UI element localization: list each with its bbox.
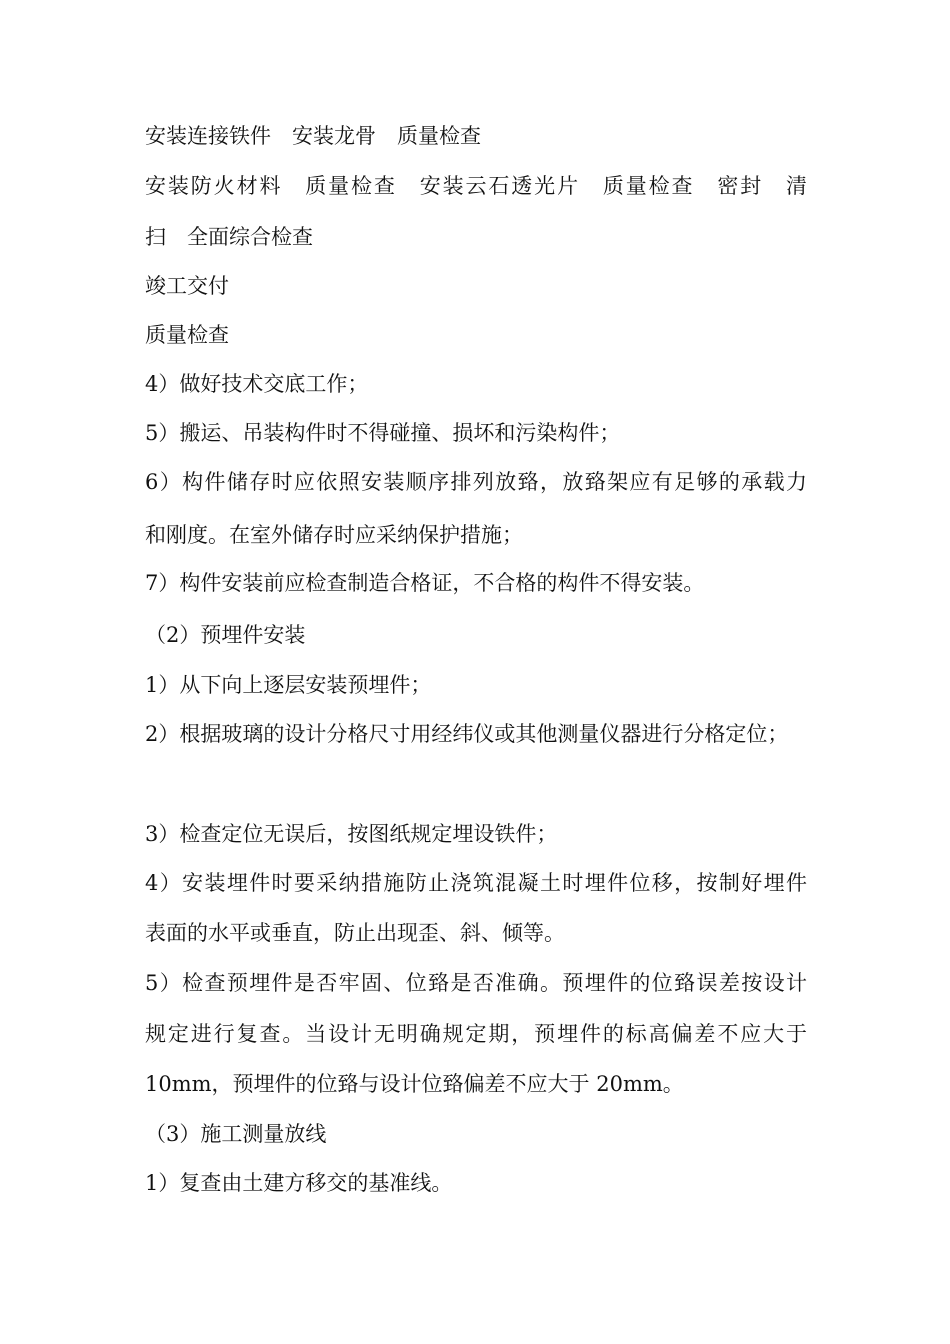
text-line: 1）从下向上逐层安装预埋件； [145,673,432,697]
text-line: 10mm，预埋件的位臵与设计位臵偏差不应大于 20mm。 [145,1072,684,1096]
text-line: 1）复查由土建方移交的基准线。 [145,1171,453,1195]
text-line: 安装连接铁件 安装龙骨 质量检查 [145,124,481,148]
text-line: 扫 全面综合检查 [145,225,313,249]
text-line: 竣工交付 [145,274,229,298]
text-line: 3）检查定位无误后，按图纸规定埋设铁件； [145,822,558,846]
text-line: 和刚度。在室外储存时应采纳保护措施； [145,523,523,547]
text-line: 4）安装埋件时要采纳措施防止浇筑混凝土时埋件位移，按制好埋件 [145,871,807,895]
text-line: 7）构件安装前应检查制造合格证，不合格的构件不得安装。 [145,571,705,595]
text-line: 5）搬运、吊装构件时不得碰撞、损坏和污染构件； [145,421,621,445]
section-heading: （3）施工测量放线 [145,1122,327,1146]
text-line: 规定进行复查。当设计无明确规定期，预埋件的标高偏差不应大于 [145,1022,807,1046]
text-line: 表面的水平或垂直，防止出现歪、斜、倾等。 [145,921,565,945]
section-heading: （2）预埋件安装 [145,623,306,647]
text-line: 质量检查 [145,323,229,347]
text-line: 5）检查预埋件是否牢固、位臵是否准确。预埋件的位臵误差按设计 [145,971,807,995]
text-line: 6）构件储存时应依照安装顺序排列放臵，放臵架应有足够的承载力 [145,470,807,494]
text-line: 4）做好技术交底工作； [145,372,369,396]
text-line: 安装防火材料 质量检查 安装云石透光片 质量检查 密封 清 [145,174,807,198]
text-line: 2）根据玻璃的设计分格尺寸用经纬仪或其他测量仪器进行分格定位； [145,722,789,746]
